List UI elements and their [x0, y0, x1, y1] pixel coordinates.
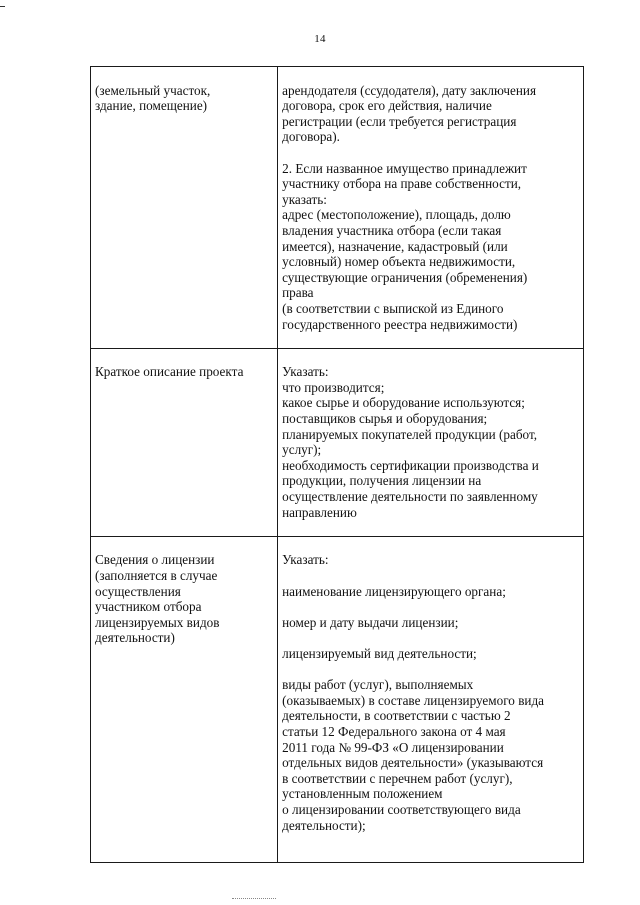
- cell-text: Сведения о лицензии (заполняется в случае осуществления участником отбора лицензируемых видов деятельности): [95, 552, 220, 646]
- scan-corner-mark: [0, 6, 5, 7]
- cell-text: Указать: наименование лицензирующего органа; номер и дату выдачи лицензии; лицензируемый вид деятельности; виды работ (услуг), выполняемых (оказываемых) в составе лицензируемого вида деятельности, в соответствии с частью 2 статьи 12 Федерального закона от 4 мая 2011 года № 99-ФЗ «О лицензировании отдельных видов деятельности» (указываются в соответствии с перечнем работ (услуг), установленным положением о лицензировании соответствующего вида деятельности);: [282, 552, 545, 833]
- table-row: [91, 348, 584, 536]
- table-cell-description: [278, 348, 584, 536]
- cell-text: Краткое описание проекта: [95, 364, 244, 380]
- page-number: 14: [314, 33, 326, 45]
- table-cell-label: [91, 348, 278, 536]
- table-cell-label: [91, 67, 278, 349]
- table-cell-description: [278, 536, 584, 862]
- cell-text: (земельный участок, здание, помещение): [95, 82, 211, 114]
- cell-text: арендодателя (ссудодателя), дату заключения договора, срок его действия, наличие регистрации (если требуется регистрация договора). 2. Если названное имущество принадлежит участнику отбора на праве собственности, указать: адрес (местоположение), площадь, долю владения участника отбора (если такая имеется), назначение, кадастровый (или условный) номер объекта недвижимости, существующие ограничения (обременения) права (в соответствии с выпиской из Единого государственного реестра недвижимости): [282, 82, 537, 332]
- table-cell-label: [91, 536, 278, 862]
- table-row: [91, 536, 584, 862]
- cell-text: Указать: что производится; какое сырье и оборудование используются; поставщиков сырья и оборудования; планируемых покупателей продукции (работ, услуг); необходимость сертификации производства и продукции, получения лицензии на осуществление деятельности по заявленному направлению: [282, 364, 539, 520]
- requirements-table: [90, 66, 584, 863]
- scan-footer-mark: [232, 898, 276, 899]
- table-row: [91, 67, 584, 349]
- table-cell-description: [278, 67, 584, 349]
